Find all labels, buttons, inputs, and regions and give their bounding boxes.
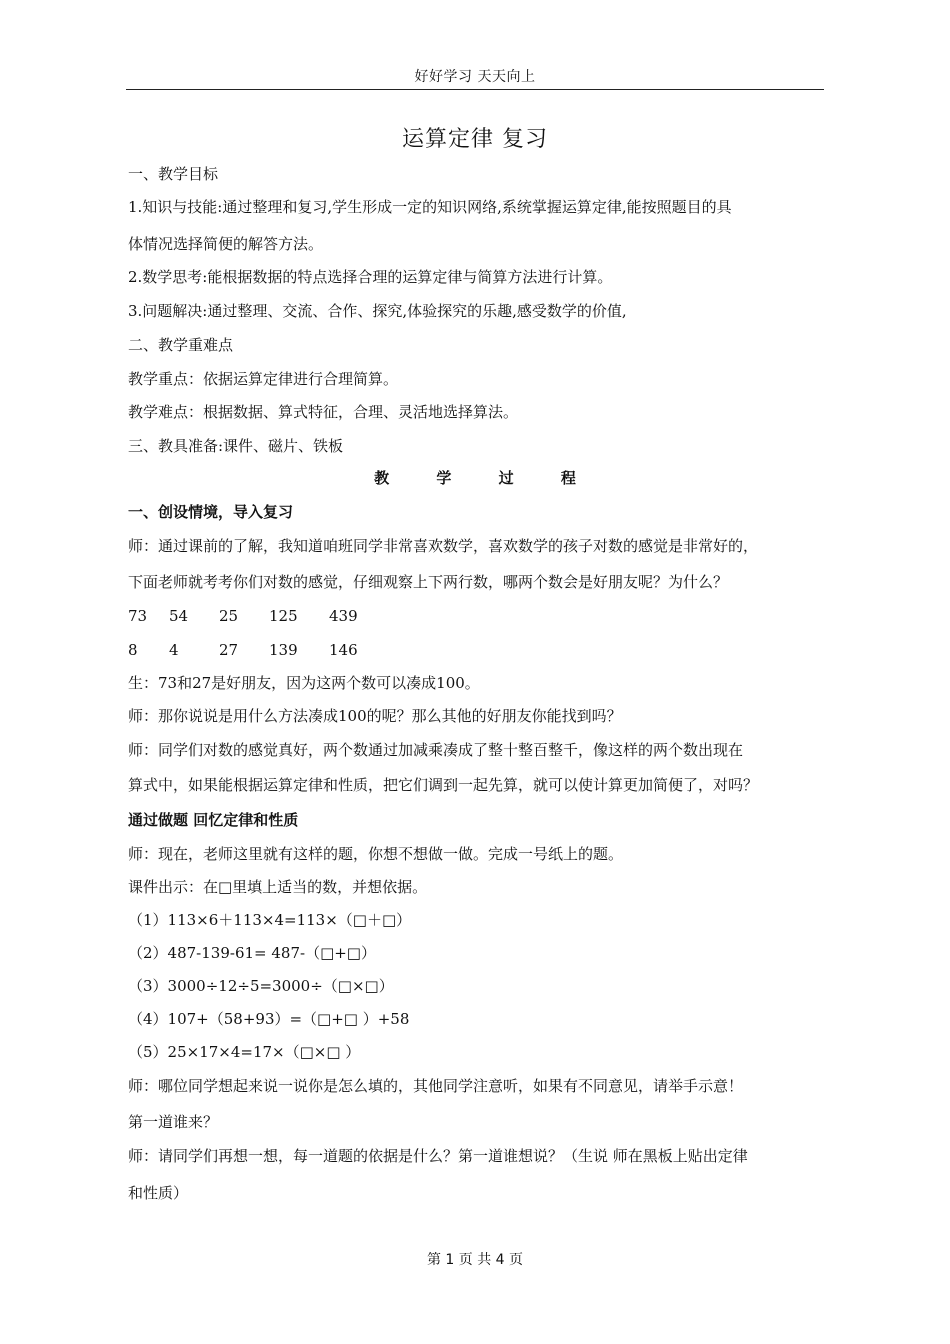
goal-1-line-1: 1.知识与技能:通过整理和复习,学生形成一定的知识网络,系统掌握运算定律,能按照题目的具 (128, 198, 732, 216)
section-heading-goals: 一、教学目标 (128, 165, 219, 183)
section-heading-key-points: 二、教学重难点 (128, 336, 234, 354)
number-cell: 139 (269, 641, 298, 659)
teacher-line-1b: 下面老师就考考你们对数的感觉，仔细观察上下两行数，哪两个数会是好朋友呢？为什么？ (128, 573, 729, 591)
number-cell: 8 (128, 641, 138, 659)
goal-1-line-2: 体情况选择简便的解答方法。 (128, 235, 324, 253)
part-1-heading: 一、创设情境，导入复习 (128, 503, 294, 521)
page-header: 好好学习 天天向上 (414, 69, 536, 85)
teacher-line-5: 师：哪位同学想起来说一说你是怎么填的，其他同学注意听，如果有不同意见，请举手示意！ (128, 1077, 744, 1095)
courseware-prompt: 课件出示：在□里填上适当的数，并想依据。 (128, 878, 428, 896)
goal-3: 3.问题解决:通过整理、交流、合作、探究,体验探究的乐趣,感受数学的价值, (128, 302, 627, 320)
teacher-line-7a: 师：请同学们再想一想，每一道题的依据是什么？第一道谁想说？（生说 师在黑板上贴出定律 (128, 1147, 748, 1165)
number-cell: 4 (169, 641, 179, 659)
section-heading-materials: 三、教具准备:课件、磁片、铁板 (128, 437, 344, 455)
teacher-line-1a: 师：通过课前的了解，我知道咱班同学非常喜欢数学，喜欢数学的孩子对数的感觉是非常好的， (128, 537, 759, 555)
part-2-heading: 通过做题 回忆定律和性质 (128, 811, 299, 829)
header-divider (126, 89, 824, 90)
exercise-4: （4）107+（58+93）=（□+□ ）+58 (128, 1010, 410, 1028)
document-title: 运算定律 复习 (402, 127, 548, 152)
number-cell: 27 (219, 641, 239, 659)
page-footer: 第 1 页 共 4 页 (426, 1252, 524, 1268)
number-cell: 146 (329, 641, 358, 659)
process-heading: 教 学 过 程 (374, 469, 576, 487)
exercise-1: （1）113×6＋113×4=113×（□＋□） (128, 911, 412, 929)
student-answer: 生：73和27是好朋友，因为这两个数可以凑成100。 (128, 674, 480, 692)
difficult-point: 教学难点：根据数据、算式特征，合理、灵活地选择算法。 (128, 403, 519, 421)
exercise-2: （2）487-139-61= 487-（□+□） (128, 944, 376, 962)
number-cell: 439 (329, 607, 358, 625)
exercise-3: （3）3000÷12÷5=3000÷（□×□） (128, 977, 394, 995)
teacher-line-3b: 算式中，如果能根据运算定律和性质，把它们调到一起先算，就可以使计算更加简便了，对吗？ (128, 776, 759, 794)
teacher-line-4: 师：现在，老师这里就有这样的题，你想不想做一做。完成一号纸上的题。 (128, 845, 624, 863)
number-cell: 73 (128, 607, 148, 625)
number-cell: 54 (169, 607, 189, 625)
goal-2: 2.数学思考:能根据数据的特点选择合理的运算定律与简算方法进行计算。 (128, 268, 613, 286)
key-point: 教学重点：依据运算定律进行合理简算。 (128, 370, 399, 388)
teacher-line-6: 第一道谁来？ (128, 1113, 219, 1131)
teacher-line-3a: 师：同学们对数的感觉真好，两个数通过加减乘凑成了整十整百整千，像这样的两个数出现在 (128, 741, 744, 759)
teacher-line-7b: 和性质） (128, 1184, 189, 1202)
teacher-line-2: 师：那你说说是用什么方法凑成100的呢？那么其他的好朋友你能找到吗？ (128, 707, 622, 725)
number-cell: 25 (219, 607, 239, 625)
number-cell: 125 (269, 607, 298, 625)
exercise-5: （5）25×17×4=17×（□×□ ） (128, 1043, 361, 1061)
